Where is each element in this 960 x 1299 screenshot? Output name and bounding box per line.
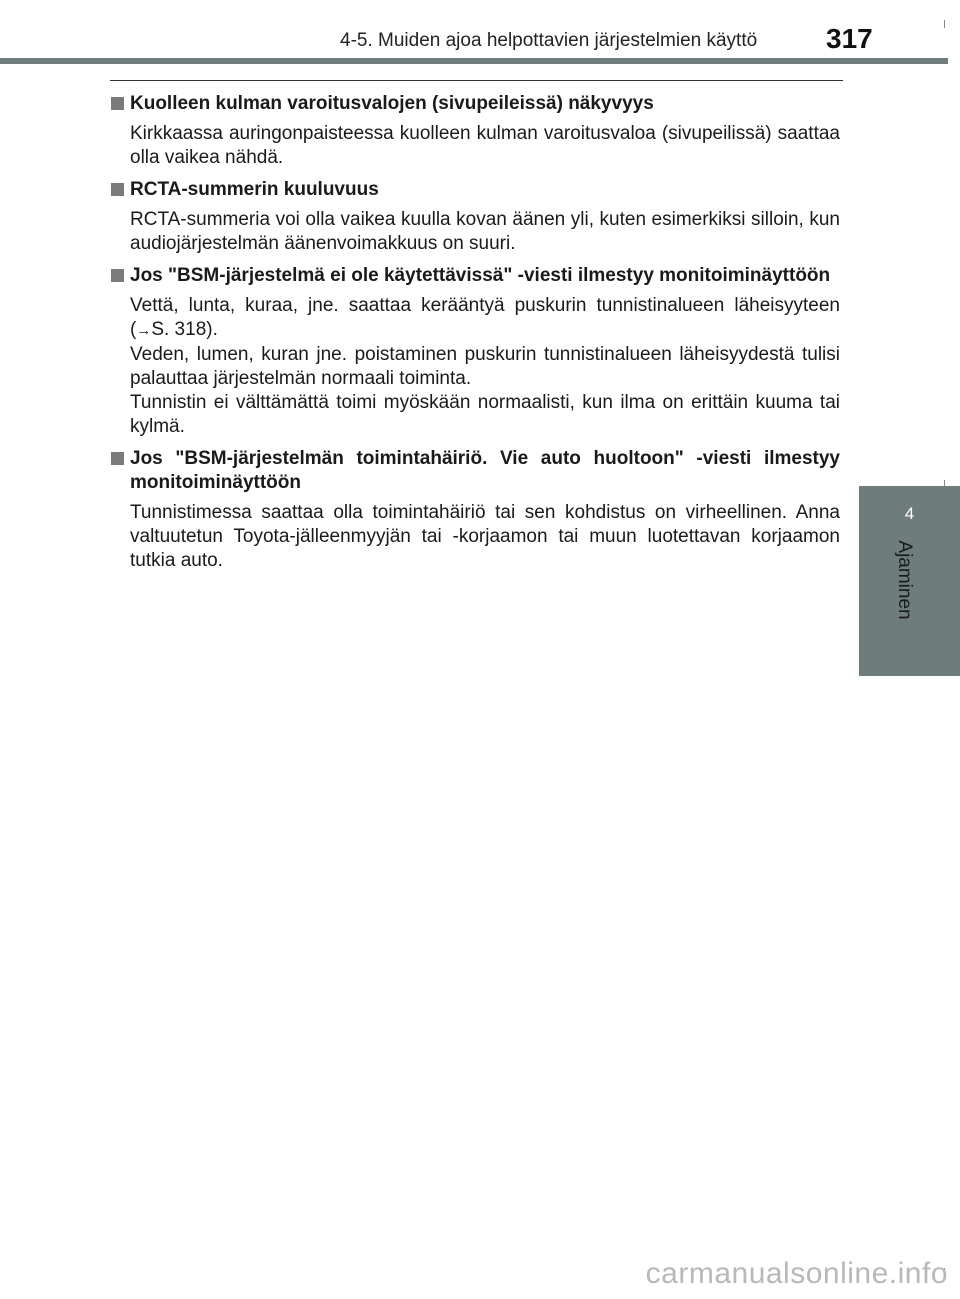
header-band (0, 58, 948, 64)
section-paragraph: RCTA-summeria voi olla vaikea kuulla kovan äänen yli, kuten esimerkiksi silloin, kun audiojärjestelmän äänenvoimakkuus on suuri. (130, 209, 840, 254)
section-paragraph: Kirkkaassa auringonpaisteessa kuolleen kulman varoitusvaloa (sivupeilissä) saattaa olla vaikea nähdä. (130, 123, 840, 168)
running-header: 4-5. Muiden ajoa helpottavien järjestelmien käyttö (340, 30, 758, 51)
paragraph-text: Vettä, lunta, kuraa, jne. saattaa kerääntyä puskurin tunnistinalueen läheisyyteen ( (130, 295, 840, 340)
square-bullet-icon (111, 97, 124, 110)
page-reference-link[interactable]: S. 318). (151, 319, 218, 340)
section-paragraph-group (110, 294, 840, 343)
section-bsm-unavailable (110, 264, 840, 439)
section-paragraph: Veden, lumen, kuran jne. poistaminen puskurin tunnistinalueen läheisyydestä tulisi palauttaa järjestelmän normaali toiminta. (130, 344, 840, 389)
square-bullet-icon (111, 183, 124, 196)
section-heading-text: Jos "BSM-järjestelmän toimintahäiriö. Vie auto huoltoon" -viesti ilmestyy monitoiminäyttöön (130, 448, 840, 493)
main-content (110, 92, 840, 581)
section-paragraph: Tunnistin ei välttämättä toimi myöskään normaalisti, kun ilma on erittäin kuuma tai kylmä. (130, 392, 840, 437)
watermark: carmanualsonline.info (645, 1257, 948, 1290)
section-blind-spot-visibility (110, 92, 840, 170)
section-rule (110, 80, 843, 81)
square-bullet-icon (111, 269, 124, 282)
section-heading-text: Jos "BSM-järjestelmä ei ole käytettävissä" -viesti ilmestyy monitoiminäyttöön (130, 265, 831, 286)
crop-mark-top (944, 20, 945, 28)
section-paragraph: Tunnistimessa saattaa olla toimintahäiriö tai sen kohdistus on virheellinen. Anna valtuutetun Toyota-jälleenmyyjän tai -korjaamon tai muun luotettavan korjaamon tutkia auto. (130, 502, 840, 571)
page-number: 317 (826, 23, 873, 54)
chapter-label: Ajaminen (894, 540, 915, 620)
square-bullet-icon (111, 452, 124, 465)
section-heading-text: Kuolleen kulman varoitusvalojen (sivupeileissä) näkyvyys (130, 93, 654, 114)
chapter-number: 4 (904, 504, 915, 523)
section-heading (110, 447, 840, 495)
section-bsm-malfunction (110, 447, 840, 573)
arrow-right-icon: → (136, 322, 152, 339)
section-heading (110, 92, 840, 116)
section-heading (110, 264, 840, 288)
section-rcta-buzzer (110, 178, 840, 256)
section-heading-text: RCTA-summerin kuuluvuus (130, 179, 379, 200)
section-heading (110, 178, 840, 202)
